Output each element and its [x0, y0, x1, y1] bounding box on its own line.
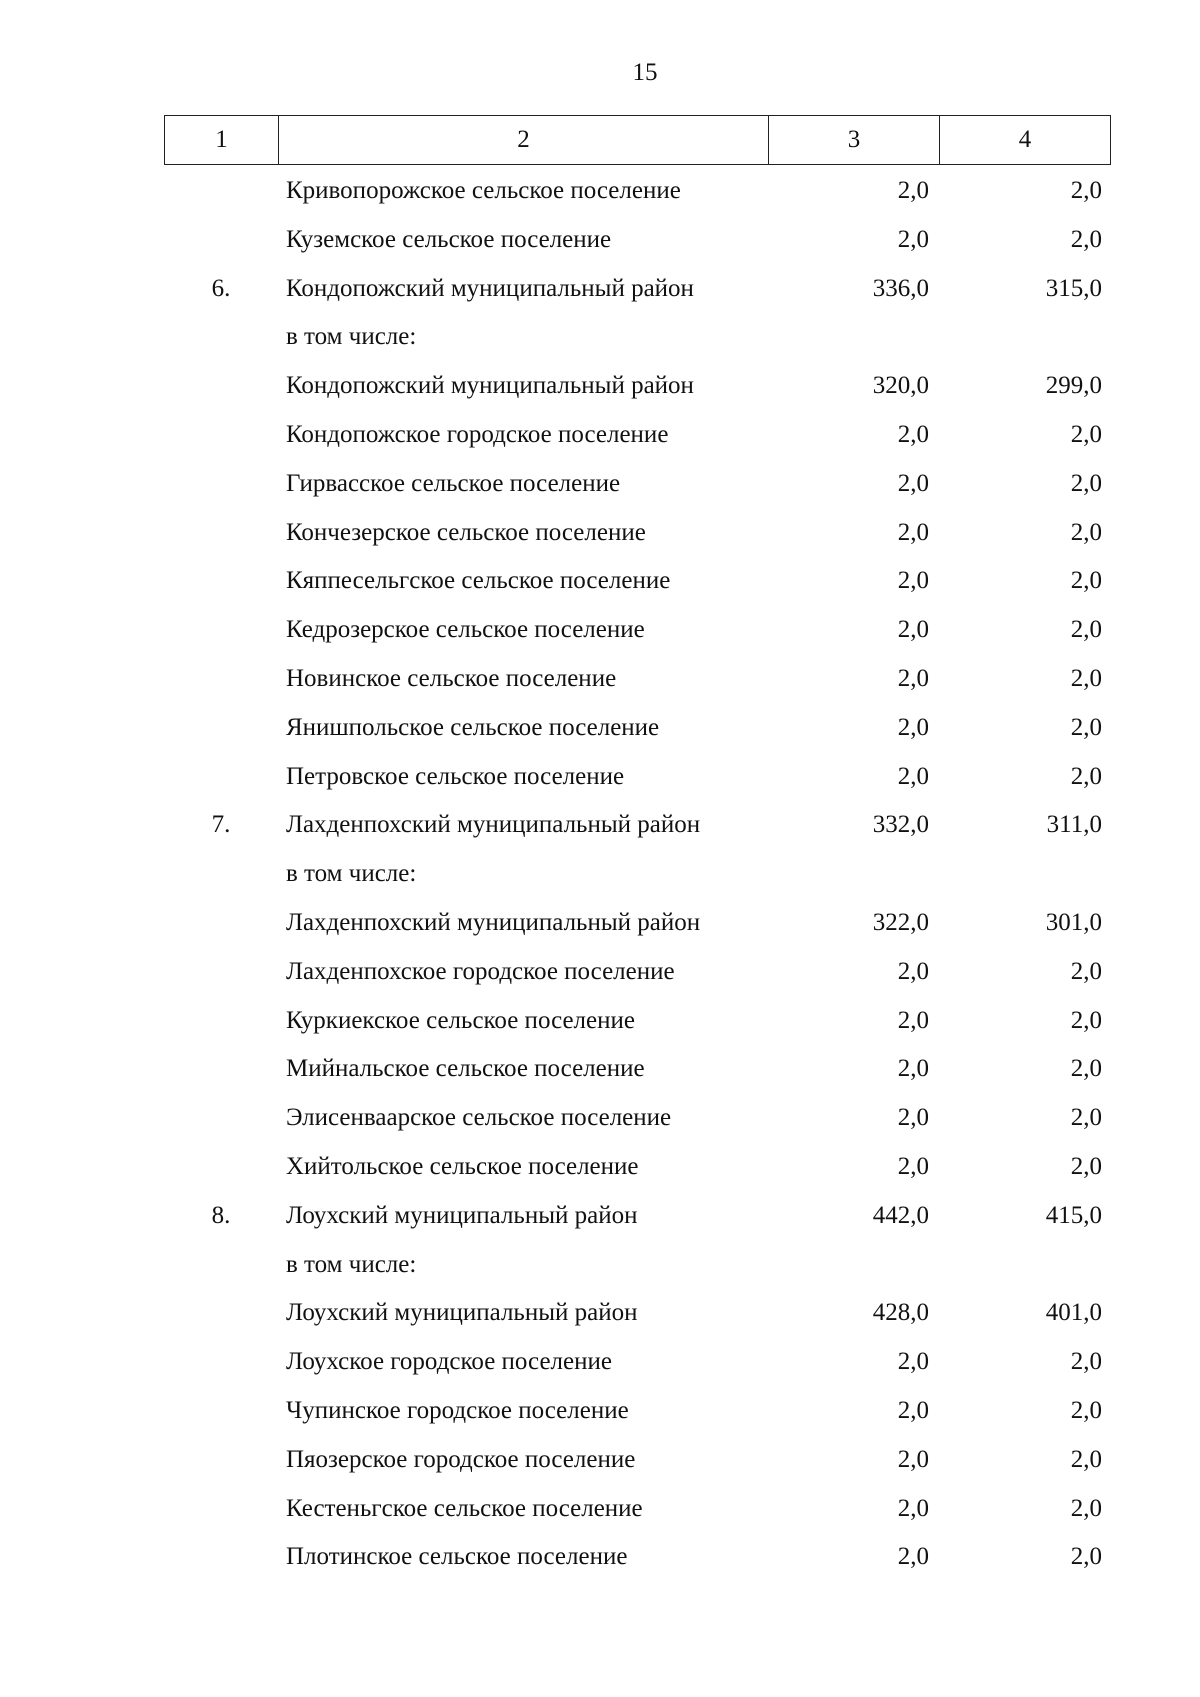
row-name: Гирвасское сельское поселение — [286, 469, 621, 497]
table-row — [0, 1338, 1200, 1387]
row-value-col3: 2,0 — [897, 1543, 929, 1571]
row-value-col3: 2,0 — [897, 420, 929, 448]
row-name: Лоухское городское поселение — [286, 1348, 612, 1376]
row-name: Лахденпохское городское поселение — [286, 957, 675, 985]
header-col-2: 2 — [279, 116, 769, 165]
table-row — [0, 1533, 1200, 1582]
page-number: 15 — [632, 59, 658, 86]
row-value-col3: 336,0 — [872, 274, 929, 302]
row-value-col3: 2,0 — [897, 1152, 929, 1180]
row-value-col4: 2,0 — [1070, 1152, 1102, 1180]
row-name: Кривопорожское сельское поселение — [286, 177, 681, 204]
table-row — [0, 1289, 1200, 1338]
row-value-col3: 2,0 — [897, 664, 929, 692]
header-col-1: 1 — [165, 116, 279, 165]
row-value-col3: 2,0 — [897, 616, 929, 644]
table-row — [0, 1485, 1200, 1534]
row-name: в том числе: — [286, 323, 417, 351]
table-row — [0, 655, 1200, 704]
table-row — [0, 753, 1200, 802]
row-value-col3: 2,0 — [897, 225, 929, 253]
row-name: Куземское сельское поселение — [286, 225, 612, 253]
row-name: Петровское сельское поселение — [286, 762, 625, 790]
row-value-col3: 2,0 — [897, 713, 929, 741]
row-value-col4: 301,0 — [1045, 908, 1102, 936]
row-value-col4: 2,0 — [1070, 957, 1102, 985]
row-name: Лахденпохский муниципальный район — [286, 811, 701, 839]
table-row — [0, 1094, 1200, 1143]
row-value-col3: 2,0 — [897, 762, 929, 790]
row-name: в том числе: — [286, 1250, 417, 1278]
table-row — [0, 704, 1200, 753]
table-row — [0, 1387, 1200, 1436]
row-value-col4: 2,0 — [1070, 1543, 1102, 1571]
row-value-col4: 2,0 — [1070, 469, 1102, 497]
table-header — [164, 115, 1111, 165]
row-name: Лоухский муниципальный район — [286, 1201, 638, 1229]
row-name: Хийтольское сельское поселение — [286, 1152, 639, 1180]
table-row — [0, 801, 1200, 850]
row-value-col4: 2,0 — [1070, 713, 1102, 741]
row-value-col4: 299,0 — [1045, 372, 1102, 400]
row-value-col4: 2,0 — [1070, 664, 1102, 692]
row-value-col3: 2,0 — [897, 177, 929, 204]
row-value-col3: 2,0 — [897, 567, 929, 595]
row-value-col3: 322,0 — [872, 908, 929, 936]
table-row — [0, 899, 1200, 948]
table-row — [0, 411, 1200, 460]
row-name: Лоухский муниципальный район — [286, 1299, 638, 1327]
row-name: Кондопожский муниципальный район — [286, 372, 694, 400]
row-name: Мийнальское сельское поселение — [286, 1055, 645, 1083]
row-value-col3: 2,0 — [897, 957, 929, 985]
row-value-col3: 2,0 — [897, 1494, 929, 1522]
row-name: Куркиекское сельское поселение — [286, 1006, 635, 1034]
table-row — [0, 265, 1200, 314]
row-value-col4: 315,0 — [1045, 274, 1102, 302]
row-number: 7. — [211, 811, 231, 839]
header-row — [165, 116, 1111, 165]
row-name: Кестеньгское сельское поселение — [286, 1494, 643, 1522]
row-name: Кондопожский муниципальный район — [286, 274, 694, 302]
table-row — [0, 1241, 1200, 1290]
row-value-col3: 2,0 — [897, 1348, 929, 1376]
row-name: Кондопожское городское поселение — [286, 420, 669, 448]
table-row — [0, 850, 1200, 899]
row-value-col4: 2,0 — [1070, 762, 1102, 790]
table-row — [0, 606, 1200, 655]
row-value-col4: 311,0 — [1046, 811, 1102, 839]
row-name: Чупинское городское поселение — [286, 1396, 629, 1424]
row-value-col4: 2,0 — [1070, 225, 1102, 253]
row-value-col4: 2,0 — [1070, 1006, 1102, 1034]
row-value-col4: 415,0 — [1045, 1201, 1102, 1229]
row-value-col4: 401,0 — [1045, 1299, 1102, 1327]
row-value-col3: 332,0 — [872, 811, 929, 839]
row-name: Лахденпохский муниципальный район — [286, 908, 701, 936]
row-value-col3: 428,0 — [872, 1299, 929, 1327]
table-row — [0, 1436, 1200, 1485]
row-name: Янишпольское сельское поселение — [286, 713, 660, 741]
row-value-col3: 320,0 — [872, 372, 929, 400]
row-value-col3: 2,0 — [897, 469, 929, 497]
row-value-col3: 2,0 — [897, 1104, 929, 1132]
row-value-col4: 2,0 — [1070, 1104, 1102, 1132]
row-value-col4: 2,0 — [1070, 616, 1102, 644]
table-row — [0, 460, 1200, 509]
table-body — [0, 167, 1200, 1582]
table-row — [0, 997, 1200, 1046]
row-name: Кончезерское сельское поселение — [286, 518, 646, 546]
row-value-col4: 2,0 — [1070, 567, 1102, 595]
row-name: Кяппесельгское сельское поселение — [286, 567, 671, 595]
row-value-col3: 2,0 — [897, 1445, 929, 1473]
row-name: Кедрозерское сельское поселение — [286, 616, 645, 644]
row-value-col3: 2,0 — [897, 1055, 929, 1083]
table-row — [0, 216, 1200, 265]
row-value-col4: 2,0 — [1070, 1055, 1102, 1083]
row-name: Новинское сельское поселение — [286, 664, 617, 692]
row-number: 8. — [211, 1201, 231, 1229]
table-row — [0, 509, 1200, 558]
row-value-col3: 2,0 — [897, 1006, 929, 1034]
table-row — [0, 557, 1200, 606]
row-value-col4: 2,0 — [1070, 1396, 1102, 1424]
row-value-col4: 2,0 — [1070, 177, 1102, 204]
table-row — [0, 313, 1200, 362]
table-row — [0, 1192, 1200, 1241]
row-value-col4: 2,0 — [1070, 1348, 1102, 1376]
header-col-4: 4 — [940, 116, 1111, 165]
header-col-3: 3 — [769, 116, 940, 165]
table-row — [0, 948, 1200, 997]
row-name: Плотинское сельское поселение — [286, 1543, 628, 1571]
table-row — [0, 1045, 1200, 1094]
row-value-col4: 2,0 — [1070, 1445, 1102, 1473]
row-value-col4: 2,0 — [1070, 518, 1102, 546]
row-value-col3: 2,0 — [897, 1396, 929, 1424]
row-name: Элисенваарское сельское поселение — [286, 1104, 672, 1132]
row-number: 6. — [211, 274, 231, 302]
row-value-col4: 2,0 — [1070, 420, 1102, 448]
table-row — [0, 167, 1200, 216]
row-name: Пяозерское городское поселение — [286, 1445, 636, 1473]
row-value-col3: 2,0 — [897, 518, 929, 546]
table-row — [0, 1143, 1200, 1192]
table-row — [0, 362, 1200, 411]
row-value-col4: 2,0 — [1070, 1494, 1102, 1522]
row-name: в том числе: — [286, 860, 417, 888]
row-value-col3: 442,0 — [872, 1201, 929, 1229]
